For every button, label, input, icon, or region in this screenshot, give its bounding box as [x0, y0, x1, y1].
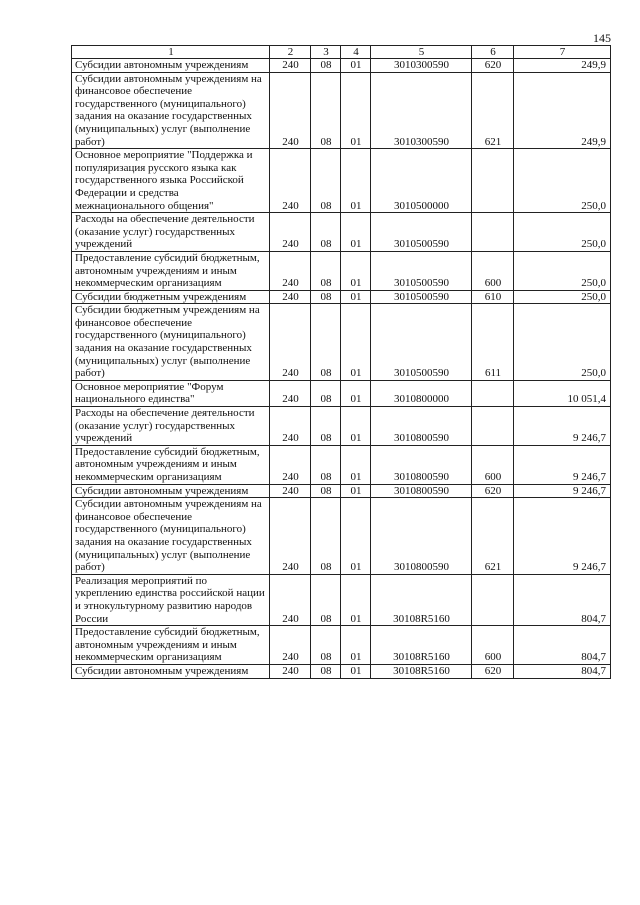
header-col-5: 5: [371, 46, 472, 59]
row-section-code: 08: [311, 213, 341, 252]
budget-table: [71, 45, 611, 679]
row-name: Субсидии автономным учреждениям: [72, 664, 270, 678]
table-row: [72, 574, 611, 625]
row-subsection-code: 01: [341, 59, 371, 73]
page-number: 145: [593, 31, 611, 45]
row-section-code: 08: [311, 290, 341, 304]
row-admin-code: 240: [270, 72, 311, 149]
row-subsection-code: 01: [341, 626, 371, 665]
row-amount: 10 051,4: [514, 380, 611, 406]
table-row: [72, 72, 611, 149]
row-subsection-code: 01: [341, 380, 371, 406]
table-row: [72, 59, 611, 73]
row-admin-code: 240: [270, 59, 311, 73]
row-name: Расходы на обеспечение деятельности (оказание услуг) государственных учреждений: [72, 213, 270, 252]
row-amount: 250,0: [514, 290, 611, 304]
table-row: [72, 251, 611, 290]
row-admin-code: 240: [270, 213, 311, 252]
row-target-code: 30108R5160: [371, 574, 472, 625]
row-expense-type: 620: [472, 484, 514, 498]
row-expense-type: 611: [472, 304, 514, 381]
row-name: Субсидии автономным учреждениям на финансовое обеспечение государственного (муниципального) задания на оказание государственных (муниципальных) услуг (выполнение работ): [72, 72, 270, 149]
header-col-1: 1: [72, 46, 270, 59]
row-admin-code: 240: [270, 149, 311, 213]
row-amount: 9 246,7: [514, 484, 611, 498]
row-amount: 249,9: [514, 59, 611, 73]
table-row: [72, 445, 611, 484]
row-subsection-code: 01: [341, 664, 371, 678]
row-amount: 9 246,7: [514, 498, 611, 575]
row-amount: 250,0: [514, 149, 611, 213]
row-section-code: 08: [311, 149, 341, 213]
row-expense-type: [472, 380, 514, 406]
row-expense-type: [472, 407, 514, 446]
row-subsection-code: 01: [341, 574, 371, 625]
header-col-3: 3: [311, 46, 341, 59]
row-section-code: 08: [311, 626, 341, 665]
row-amount: 9 246,7: [514, 445, 611, 484]
row-name: Субсидии автономным учреждениям: [72, 59, 270, 73]
table-row: [72, 304, 611, 381]
row-amount: 249,9: [514, 72, 611, 149]
row-subsection-code: 01: [341, 498, 371, 575]
row-target-code: 3010800590: [371, 445, 472, 484]
row-amount: 804,7: [514, 626, 611, 665]
row-expense-type: [472, 213, 514, 252]
row-amount: 804,7: [514, 574, 611, 625]
row-section-code: 08: [311, 251, 341, 290]
row-subsection-code: 01: [341, 407, 371, 446]
row-subsection-code: 01: [341, 251, 371, 290]
row-expense-type: 610: [472, 290, 514, 304]
row-section-code: 08: [311, 498, 341, 575]
row-amount: 250,0: [514, 213, 611, 252]
row-subsection-code: 01: [341, 484, 371, 498]
row-section-code: 08: [311, 574, 341, 625]
table-row: [72, 407, 611, 446]
row-admin-code: 240: [270, 574, 311, 625]
row-target-code: 30108R5160: [371, 626, 472, 665]
row-expense-type: 600: [472, 626, 514, 665]
row-section-code: 08: [311, 445, 341, 484]
row-subsection-code: 01: [341, 304, 371, 381]
row-name: Предоставление субсидий бюджетным, автономным учреждениям и иным некоммерческим организациям: [72, 445, 270, 484]
row-target-code: 30108R5160: [371, 664, 472, 678]
row-admin-code: 240: [270, 626, 311, 665]
row-section-code: 08: [311, 407, 341, 446]
table-row: [72, 149, 611, 213]
row-admin-code: 240: [270, 290, 311, 304]
row-target-code: 3010500590: [371, 213, 472, 252]
row-section-code: 08: [311, 484, 341, 498]
row-name: Расходы на обеспечение деятельности (оказание услуг) государственных учреждений: [72, 407, 270, 446]
row-name: Предоставление субсидий бюджетным, автономным учреждениям и иным некоммерческим организациям: [72, 251, 270, 290]
row-name: Основное мероприятие "Форум национального единства": [72, 380, 270, 406]
header-col-2: 2: [270, 46, 311, 59]
row-target-code: 3010300590: [371, 59, 472, 73]
table-header-row: [72, 46, 611, 59]
row-target-code: 3010500590: [371, 290, 472, 304]
row-admin-code: 240: [270, 664, 311, 678]
row-expense-type: 621: [472, 72, 514, 149]
table-row: [72, 484, 611, 498]
row-section-code: 08: [311, 304, 341, 381]
row-expense-type: 600: [472, 445, 514, 484]
row-expense-type: 600: [472, 251, 514, 290]
table-row: [72, 664, 611, 678]
row-target-code: 3010800590: [371, 484, 472, 498]
row-target-code: 3010500590: [371, 304, 472, 381]
row-amount: 250,0: [514, 304, 611, 381]
header-col-4: 4: [341, 46, 371, 59]
row-subsection-code: 01: [341, 149, 371, 213]
row-section-code: 08: [311, 664, 341, 678]
row-admin-code: 240: [270, 445, 311, 484]
row-name: Субсидии автономным учреждениям на финансовое обеспечение государственного (муниципального) задания на оказание государственных (муниципальных) услуг (выполнение работ): [72, 498, 270, 575]
row-target-code: 3010300590: [371, 72, 472, 149]
table-row: [72, 626, 611, 665]
row-name: Субсидии бюджетным учреждениям: [72, 290, 270, 304]
row-target-code: 3010800590: [371, 498, 472, 575]
row-section-code: 08: [311, 72, 341, 149]
row-amount: 804,7: [514, 664, 611, 678]
row-admin-code: 240: [270, 498, 311, 575]
row-section-code: 08: [311, 59, 341, 73]
row-admin-code: 240: [270, 304, 311, 381]
header-col-6: 6: [472, 46, 514, 59]
row-expense-type: 620: [472, 664, 514, 678]
table-row: [72, 290, 611, 304]
row-admin-code: 240: [270, 380, 311, 406]
row-target-code: 3010800000: [371, 380, 472, 406]
row-target-code: 3010500000: [371, 149, 472, 213]
table-row: [72, 213, 611, 252]
row-expense-type: 621: [472, 498, 514, 575]
row-expense-type: [472, 574, 514, 625]
row-target-code: 3010500590: [371, 251, 472, 290]
row-section-code: 08: [311, 380, 341, 406]
row-admin-code: 240: [270, 251, 311, 290]
table-row: [72, 380, 611, 406]
header-col-7: 7: [514, 46, 611, 59]
row-amount: 9 246,7: [514, 407, 611, 446]
row-subsection-code: 01: [341, 445, 371, 484]
row-expense-type: 620: [472, 59, 514, 73]
row-amount: 250,0: [514, 251, 611, 290]
table-row: [72, 498, 611, 575]
row-admin-code: 240: [270, 407, 311, 446]
row-subsection-code: 01: [341, 72, 371, 149]
row-name: Реализация мероприятий по укреплению единства российской нации и этнокультурному развитию народов России: [72, 574, 270, 625]
row-name: Предоставление субсидий бюджетным, автономным учреждениям и иным некоммерческим организациям: [72, 626, 270, 665]
row-name: Субсидии бюджетным учреждениям на финансовое обеспечение государственного (муниципального) задания на оказание государственных (муниципальных) услуг (выполнение работ): [72, 304, 270, 381]
row-subsection-code: 01: [341, 290, 371, 304]
row-target-code: 3010800590: [371, 407, 472, 446]
row-admin-code: 240: [270, 484, 311, 498]
row-name: Субсидии автономным учреждениям: [72, 484, 270, 498]
row-name: Основное мероприятие "Поддержка и популяризация русского языка как государственного языка Российской Федерации и средства межнационального общения": [72, 149, 270, 213]
row-subsection-code: 01: [341, 213, 371, 252]
row-expense-type: [472, 149, 514, 213]
